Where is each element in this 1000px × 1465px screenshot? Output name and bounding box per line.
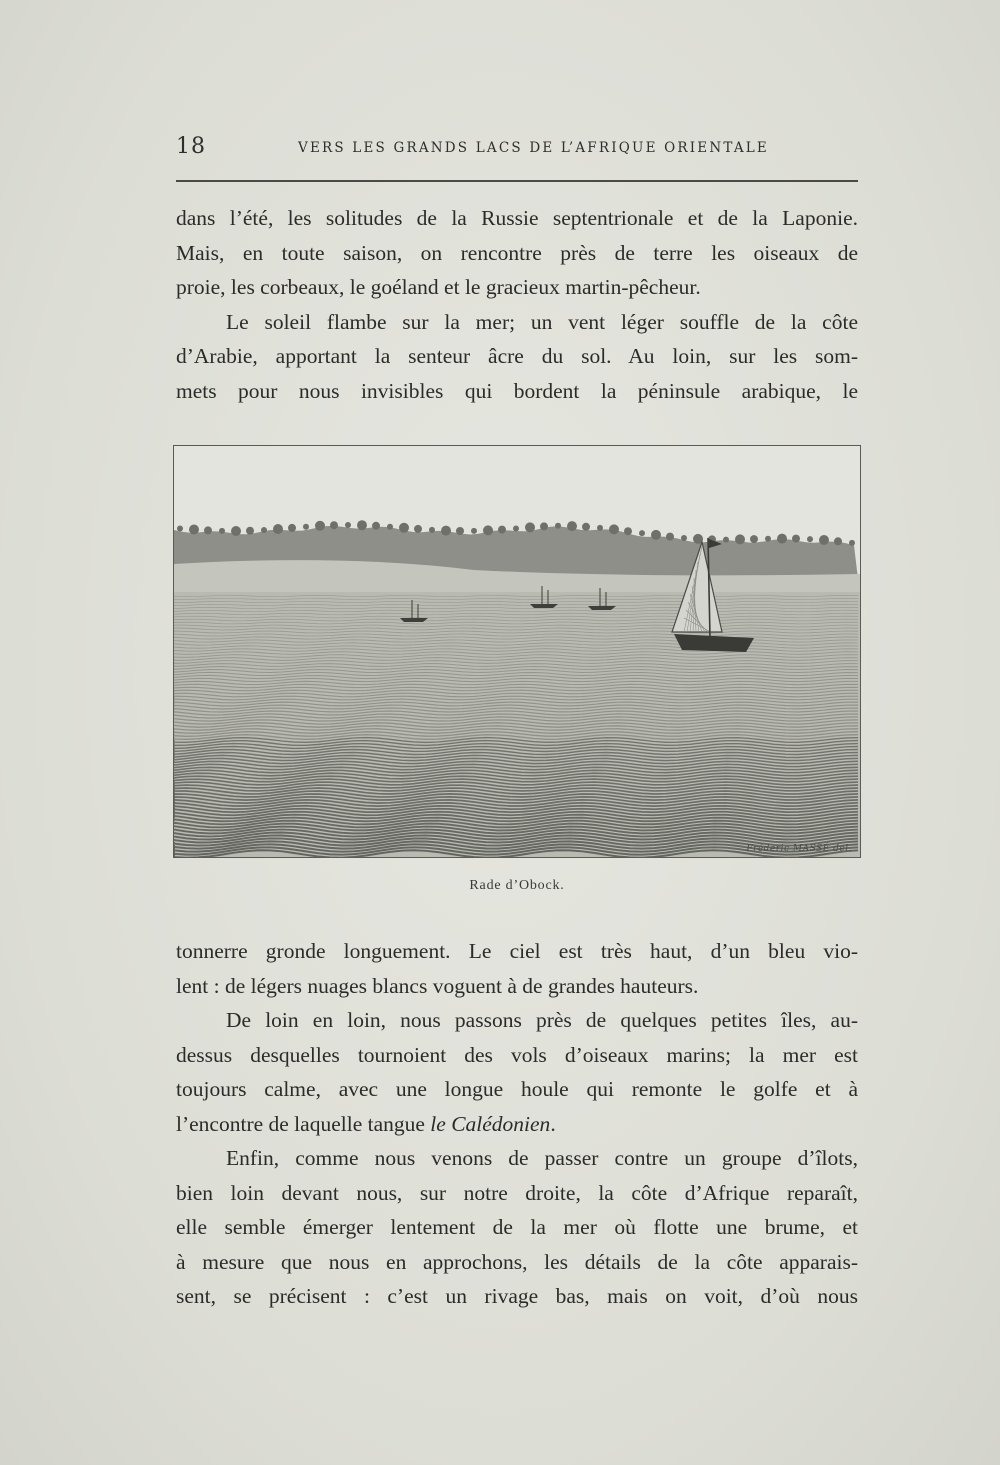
tree-mark — [513, 526, 519, 532]
tree-mark — [189, 525, 199, 535]
tree-mark — [609, 524, 619, 534]
text-line: Enfin, comme nous venons de passer contre un groupe d’îlots, — [226, 1146, 858, 1170]
tree-mark — [639, 530, 645, 536]
tree-mark — [666, 533, 674, 541]
tree-mark — [723, 537, 729, 543]
tree-mark — [429, 527, 435, 533]
tree-mark — [765, 536, 771, 542]
tree-mark — [177, 526, 183, 532]
tree-mark — [777, 534, 787, 544]
tree-mark — [273, 524, 283, 534]
tree-mark — [582, 523, 590, 531]
tree-mark — [261, 527, 267, 533]
tree-mark — [204, 526, 212, 534]
tree-mark — [525, 522, 535, 532]
text-line: dessus desquelles tournoient des vols d’oiseaux marins; la mer est — [176, 1042, 858, 1067]
text-line: lent : de légers nuages blancs voguent à de grandes hauteurs. — [176, 973, 699, 998]
tree-mark — [483, 525, 493, 535]
engraver-signature: Fréderic MASSÉ del. — [746, 844, 852, 854]
tree-mark — [330, 521, 338, 529]
tree-mark — [819, 535, 829, 545]
tree-mark — [345, 522, 351, 528]
tree-mark — [372, 522, 380, 530]
page-number: 18 — [176, 134, 206, 159]
text-segment: . — [550, 1111, 556, 1136]
text-line: Mais, en toute saison, on rencontre près de terre les oiseaux de — [176, 240, 858, 265]
page-header — [176, 134, 858, 164]
running-head: VERS LES GRANDS LACS DE L’AFRIQUE ORIENTALE — [298, 140, 769, 156]
text-block-top — [176, 201, 858, 408]
tree-mark — [555, 523, 561, 529]
text-line: De loin en loin, nous passons près de quelques petites îles, au- — [226, 1008, 858, 1032]
header-rule — [176, 180, 858, 182]
tree-mark — [807, 536, 813, 542]
text-line: sent, se précisent : c’est un rivage bas, mais on voit, d’où nous — [176, 1284, 858, 1308]
tree-mark — [399, 523, 409, 533]
tree-mark — [441, 526, 451, 536]
text-line: à mesure que nous en approchons, les détails de la côte apparais- — [176, 1249, 858, 1274]
tree-mark — [315, 521, 325, 531]
text-line: dans l’été, les solitudes de la Russie septentrionale et de la Laponie. — [176, 206, 858, 230]
tree-mark — [624, 527, 632, 535]
tree-mark — [792, 535, 800, 543]
text-line: bien loin devant nous, sur notre droite, la côte d’Afrique reparaît, — [176, 1180, 858, 1205]
tree-mark — [540, 522, 548, 530]
tree-mark — [357, 520, 367, 530]
text-line: toujours calme, avec une longue houle qui remonte le golfe et à — [176, 1077, 858, 1101]
tree-mark — [597, 525, 603, 531]
engraving-illustration — [173, 445, 861, 858]
text-block-bottom — [176, 934, 858, 1314]
tree-mark — [498, 526, 506, 534]
tree-mark — [834, 537, 842, 545]
tree-mark — [849, 540, 855, 546]
text-line: mets pour nous invisibles qui bordent la péninsule arabique, le — [176, 378, 858, 403]
tree-mark — [471, 528, 477, 534]
tree-mark — [288, 524, 296, 532]
tree-mark — [750, 535, 758, 543]
tree-mark — [231, 526, 241, 536]
ship-name: le Calédonien — [430, 1111, 551, 1136]
tree-mark — [735, 534, 745, 544]
tree-mark — [456, 527, 464, 535]
tree-mark — [651, 530, 661, 540]
tree-mark — [219, 528, 225, 534]
tree-mark — [246, 527, 254, 535]
engraving-seascape — [174, 446, 860, 857]
text-line: d’Arabie, apportant la senteur âcre du sol. Au loin, sur les som- — [176, 344, 858, 368]
tree-mark — [567, 521, 577, 531]
text-line: proie, les corbeaux, le goéland et le gracieux martin-pêcheur. — [176, 275, 701, 299]
text-line: Le soleil flambe sur la mer; un vent léger souffle de la côte — [226, 309, 858, 334]
text-line: elle semble émerger lentement de la mer où flotte une brume, et — [176, 1215, 858, 1239]
tree-mark — [303, 524, 309, 530]
tree-mark — [414, 525, 422, 533]
text-line: tonnerre gronde longuement. Le ciel est très haut, d’un bleu vio- — [176, 939, 858, 963]
tree-mark — [387, 524, 393, 530]
tree-mark — [681, 535, 687, 541]
figure-caption: Rade d’Obock. — [469, 878, 565, 893]
text-line — [176, 1107, 858, 1142]
text-segment: l’encontre de laquelle tangue — [176, 1111, 425, 1136]
